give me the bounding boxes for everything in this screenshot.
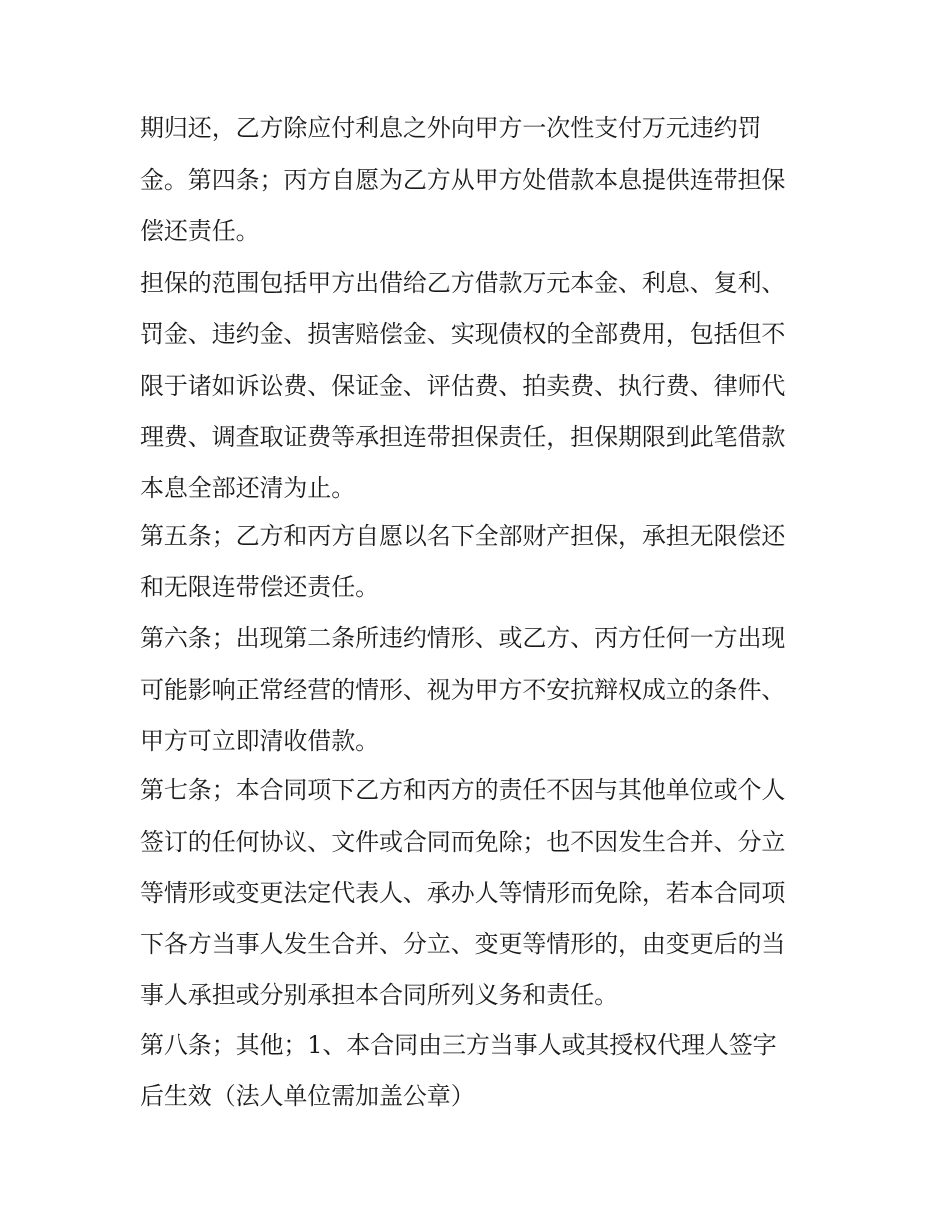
text-line: 本息全部还清为止。 [140,474,356,502]
text-line: 后生效（法人单位需加盖公章） [140,1082,475,1110]
text-line: 金。第四条；丙方自愿为乙方从甲方处借款本息提供连带担保 [140,166,786,194]
text-line: 等情形或变更法定代表人、承办人等情形而免除，若本合同项 [140,879,786,907]
text-line: 担保的范围包括甲方出借给乙方借款万元本金、利息、复利、 [140,269,786,297]
text-line: 事人承担或分别承担本合同所列义务和责任。 [140,981,618,1009]
text-line: 偿还责任。 [140,217,260,245]
text-line: 期归还，乙方除应付利息之外向甲方一次性支付万元违约罚 [140,114,762,142]
text-line: 理费、调查取证费等承担连带担保责任，担保期限到此笔借款 [140,423,786,451]
text-line: 第六条；出现第二条所违约情形、或乙方、丙方任何一方出现 [140,624,786,652]
text-line: 第八条；其他；1、本合同由三方当事人或其授权代理人签字 [140,1031,777,1059]
text-line: 限于诸如诉讼费、保证金、评估费、拍卖费、执行费、律师代 [140,372,786,400]
text-line: 下各方当事人发生合并、分立、变更等情形的，由变更后的当 [140,930,786,958]
text-line: 罚金、违约金、损害赔偿金、实现债权的全部费用，包括但不 [140,320,786,348]
text-line: 可能影响正常经营的情形、视为甲方不安抗辩权成立的条件、 [140,676,786,704]
text-line: 签订的任何协议、文件或合同而免除；也不因发生合并、分立 [140,828,786,856]
text-line: 第七条；本合同项下乙方和丙方的责任不因与其他单位或个人 [140,776,786,804]
text-line: 甲方可立即清收借款。 [140,727,379,755]
text-line: 第五条；乙方和丙方自愿以名下全部财产担保，承担无限偿还 [140,522,786,550]
text-line: 和无限连带偿还责任。 [140,573,379,601]
